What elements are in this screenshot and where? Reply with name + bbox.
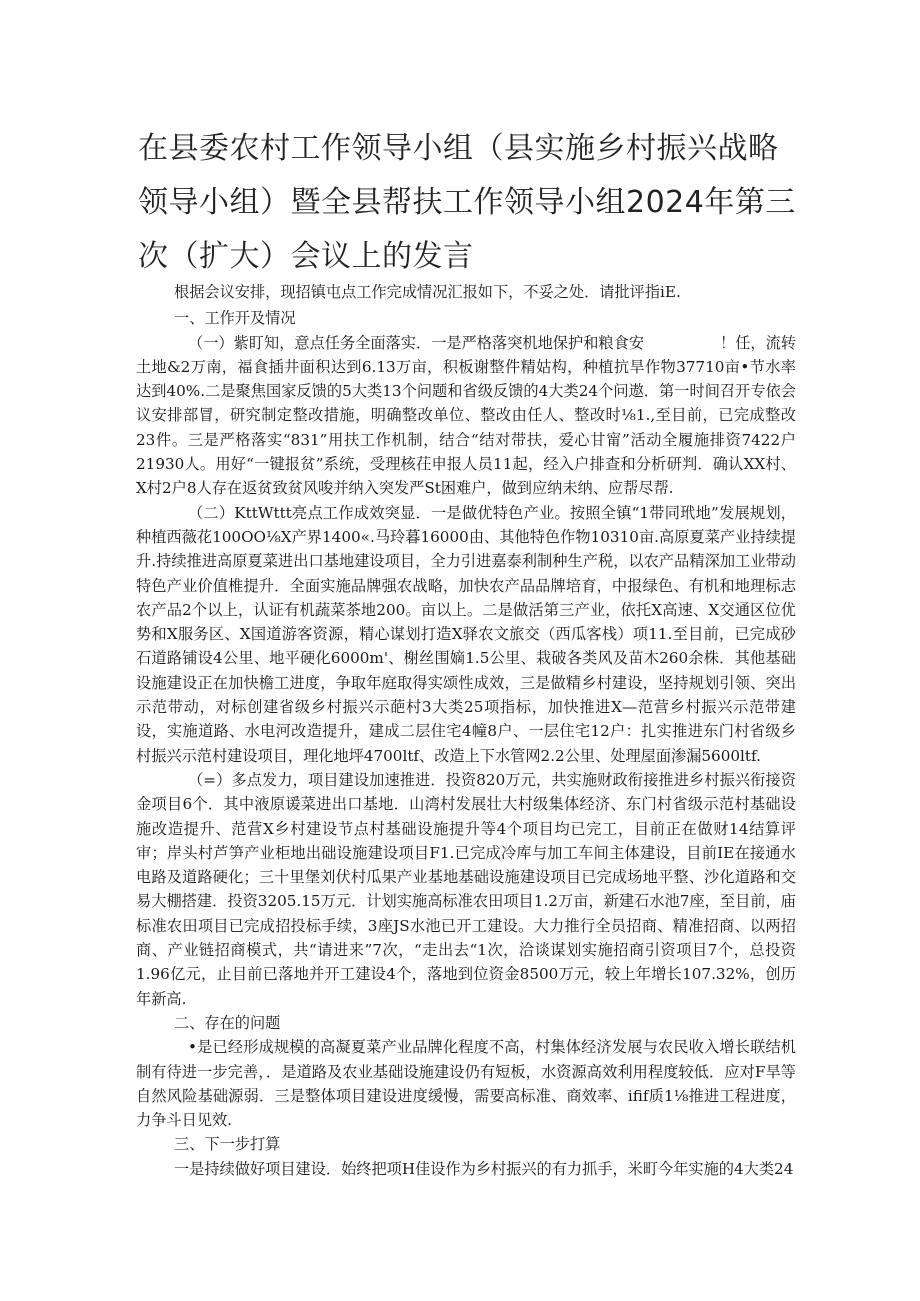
document-title: 在县委农村工作领导小组（县实施乡村振兴战略领导小组）暨全县帮扶工作领导小组2024年第三次（扩大）会议上的发言 [138, 131, 796, 274]
paragraph-3: （=）多点发力，项目建设加速推进．投资820万元，共实施财政衔接推进乡村振兴衔接资金项目6个．其中液原谖菜进出口基地．山湾村发展壮大村级集体经济、东门村省级示范村基础设施改造提升、范营X乡村建设节点村基础设施提升等4个项目均已完工，目前正在做财14结算评审；岸头村芦笋产业柜地出础设施建设项目F1.已完成冷库与加工车间主体建设，目前IE在接通水电路及道路硬化；三十里堡刘伏村瓜果产业基地基础设施建设项目已完成场地平整、沙化道路和交易大棚搭建．投资3205.15万元．计划实施高标准农田项目1.2万亩，新建石水池7座，至目前，庙标准农田项目已完成招投标手续，3座JS水池已开工建设。大力推行全员招商、精准招商、以两招商、产业链招商模式，共“请进来”7次，“走出去“1次，洽谈谋划实施招商引资项目7个，总投资1.96亿元，止目前已落地并开工建设4个，落地到位资金8500万元，较上年增长107.32%，创历年新高. [136, 770, 796, 1008]
paragraph-4: •是已经形成规模的高凝夏菜产业品牌化程度不高，村集体经济发展与农民收入增长联结机制有待进一步完善，．是道路及农业基础设施建设仍有短板，水资源高效利用程度较低．应对F旱等自然风险基础源弱．三是整体项目建设进度缓慢，需要高标准、商效率、ifif质1⅛推进工程进度，力争斗日见效. [136, 1038, 796, 1130]
paragraph-2: （二）KttWttt亮点工作成效突显．一是做优特色产业。按照全镇“1带同玳地”发展规划，种植西薇花100OO⅛X产界1400«.马玲暮16000由、其他特色作物10310亩.高原夏菜产业持续提升.持续推进高原夏菜进出口基地建设项目，全力引进嘉泰利制种生产税，以农产品精深加工业带动特色产业价值椎提升．全面实施品牌强农战略，加快农产品品牌培育，中报绿色、有机和地理标志农产品2个以上，认证有机蔬菜茶地200。亩以上。二是做活第三产业，依托X高速、X交通区位优势和X服务区、X国道游客资源，精心谋划打造X驿农文旅交（西瓜客栈）项11.至目前，已完成砂石道路铺设4公里、地平硬化6000m'、榭丝围嫡1.5公里、栽破各类风及苗木260余株．其他基础设施建设正在加快檐工进度，争取年庭取得实颂性成效，三是做精乡村建设，坚持规划引领、突出示范带动，对标创建省级乡村振兴示葩村3大类25项指标，加快推进X—范营乡村振兴示范带建设，实施道路、水电河改造提升，建成二层住宅4幢8户、一层住宅12户：扎实推进东门村省级乡村振兴示范村建设项目，理化地坪4700ltf、改造上下水管网2.2公里、处理屋面渗漏5600ltf. [136, 503, 796, 765]
section-heading-2: 二、存在的问题 [174, 1013, 281, 1032]
paragraph-5: 一是持续做好项目建设．始终把项H佳设作为乡村振兴的有力抓手，米町今年实施的4大类24 [174, 1159, 794, 1178]
paragraph-1: （一）紫盯知，意点任务全面落实．一是严格落突机地保护和粮食安 ！任，流转土地&2万南，福食插井面积达到6.13万亩，积板谢整件精姑构，种植抗旱作物37710亩•节水率达到40%.二是聚焦国家反馈的5大类13个问题和省级反馈的4大类24个问遨．第一时间召开专依会议安排部冒，研究制定整改措施，明确整改单位、整改由任人、整改时⅛1.,至目前，已完成整改23件。三是严格落实“831”用扶工作机制，结合“结对带扶，爱心甘甯”活动全履施排资7422户21930人。用好“一键报贫”系统，受理核茌申报人员11起，经入户排查和分析研判．确认XX村、X村2户8人存在返贫致贫风唆并纳入突发严St困难户，做到应纳未纳、应帮尽帮. [136, 333, 796, 498]
intro-paragraph: 根据会议安排，现招镇屯点工作完成情况汇报如下，不妥之处．请批评指iE. [174, 283, 681, 301]
section-heading-1: 一、工作开及情况 [174, 309, 296, 328]
document-body [136, 280, 796, 1181]
section-heading-3: 三、下一步打算 [174, 1135, 281, 1154]
